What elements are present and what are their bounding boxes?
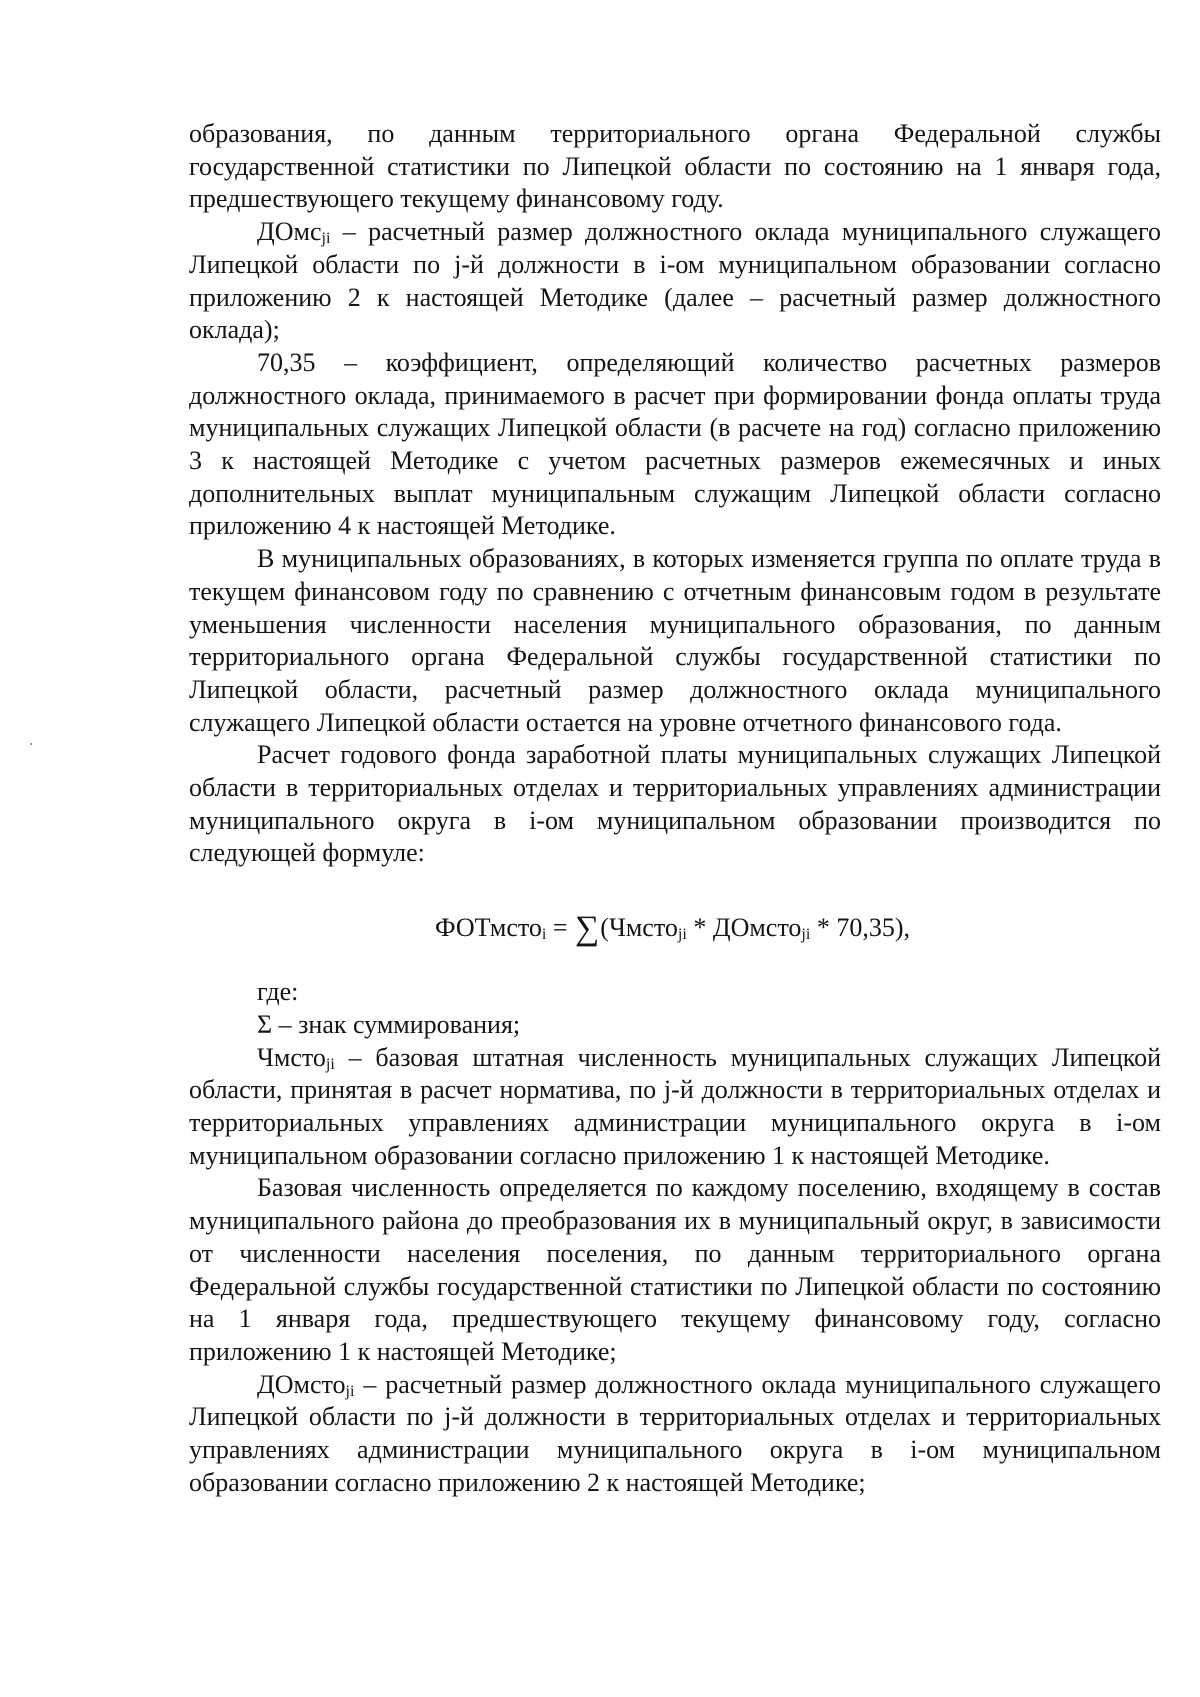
definition-domc <box>189 216 1161 347</box>
definition-text: – базовая штатная численность муниципальных служащих Липецкой области, принятая в расчет норматива, по j-й должности в территориальных отделах и территориальных управлениях администрации муниципального округа в i-ом муниципальном образовании согласно приложению 1 к настоящей Методике. <box>189 1042 1161 1170</box>
where-label: где: <box>257 977 299 1007</box>
formula-domsto: * ДОмсто <box>686 913 802 943</box>
formula-equals: = <box>546 913 575 943</box>
subscript-ji: ji <box>325 1055 335 1073</box>
formula-lhs: ФОТмсто <box>435 913 542 943</box>
formula-fot <box>189 908 1161 970</box>
subscript-ji: ji <box>321 230 331 248</box>
definition-chmsto <box>189 1042 1161 1173</box>
paragraph-base-count: Базовая численность определяется по каждому поселению, входящему в состав муниципального района до преобразования их в муниципальный округ, в зависимости от численности населения поселения, по данным территориального органа Федеральной службы государственной статистики по Липецкой области по состоянию на 1 января года, предшествующего текущему финансовому году, согласно приложению 1 к настоящей Методике; <box>189 1173 1161 1366</box>
subscript-ji: ji <box>345 1382 355 1400</box>
definition-text: – расчетный размер должностного оклада муниципального служащего Липецкой области по j-й должности в территориальных отделах и территориальных управлениях администрации муниципального округа в i-ом муниципальном образовании согласно приложению 2 к настоящей Методике; <box>189 1369 1161 1497</box>
formula-subscript-2: ji <box>801 926 811 944</box>
symbol-domc: ДОмс <box>257 217 322 247</box>
formula-chmsto: (Чмсто <box>600 913 678 943</box>
symbol-domsto: ДОмсто <box>257 1369 346 1399</box>
symbol-chmsto: Чмсто <box>257 1042 326 1072</box>
formula-comma: , <box>903 913 910 943</box>
paragraph-calculation: Расчет годового фонда заработной платы муниципальных служащих Липецкой области в территориальных отделах и территориальных управлениях администрации муниципального округа в i-ом муниципальном образовании производится по следующей формуле: <box>189 740 1161 868</box>
definition-domsto <box>189 1369 1161 1500</box>
formula-coefficient: * 70,35) <box>810 913 904 943</box>
formula-lhs-subscript: i <box>541 926 547 944</box>
document-page <box>189 118 1161 1499</box>
formula-subscript-1: ji <box>677 926 687 944</box>
paragraph-group-change: В муниципальных образованиях, в которых изменяется группа по оплате труда в текущем финансовом году по сравнению с отчетным финансовым годом в результате уменьшения численности населения муниципального образования, по данным территориального органа Федеральной службы государственной статистики по Липецкой области, расчетный размер должностного оклада муниципального служащего Липецкой области остается на уровне отчетного финансового года. <box>189 544 1161 737</box>
sum-sign: ∑ <box>575 910 600 948</box>
definition-coefficient: 70,35 – коэффициент, определяющий количество расчетных размеров должностного оклада, принимаемого в расчет при формировании фонда оплаты труда муниципальных служащих Липецкой области (в расчете на год) согласно приложению 3 к настоящей Методике с учетом расчетных размеров ежемесячных и иных дополнительных выплат муниципальным служащим Липецкой области согласно приложению 4 к настоящей Методике. <box>189 347 1161 541</box>
definition-sum: Σ – знак суммирования; <box>257 1009 521 1039</box>
scan-artifact <box>30 743 32 745</box>
definition-text: – расчетный размер должностного оклада муниципального служащего Липецкой области по j-й должности в i-ом муниципальном образовании согласно приложению 2 к настоящей Методике (далее – расчетный размер должностного оклада); <box>189 217 1161 345</box>
paragraph-continuation: образования, по данным территориального органа Федеральной службы государственной статистики по Липецкой области по состоянию на 1 января года, предшествующего текущему финансовому году. <box>189 119 1161 214</box>
